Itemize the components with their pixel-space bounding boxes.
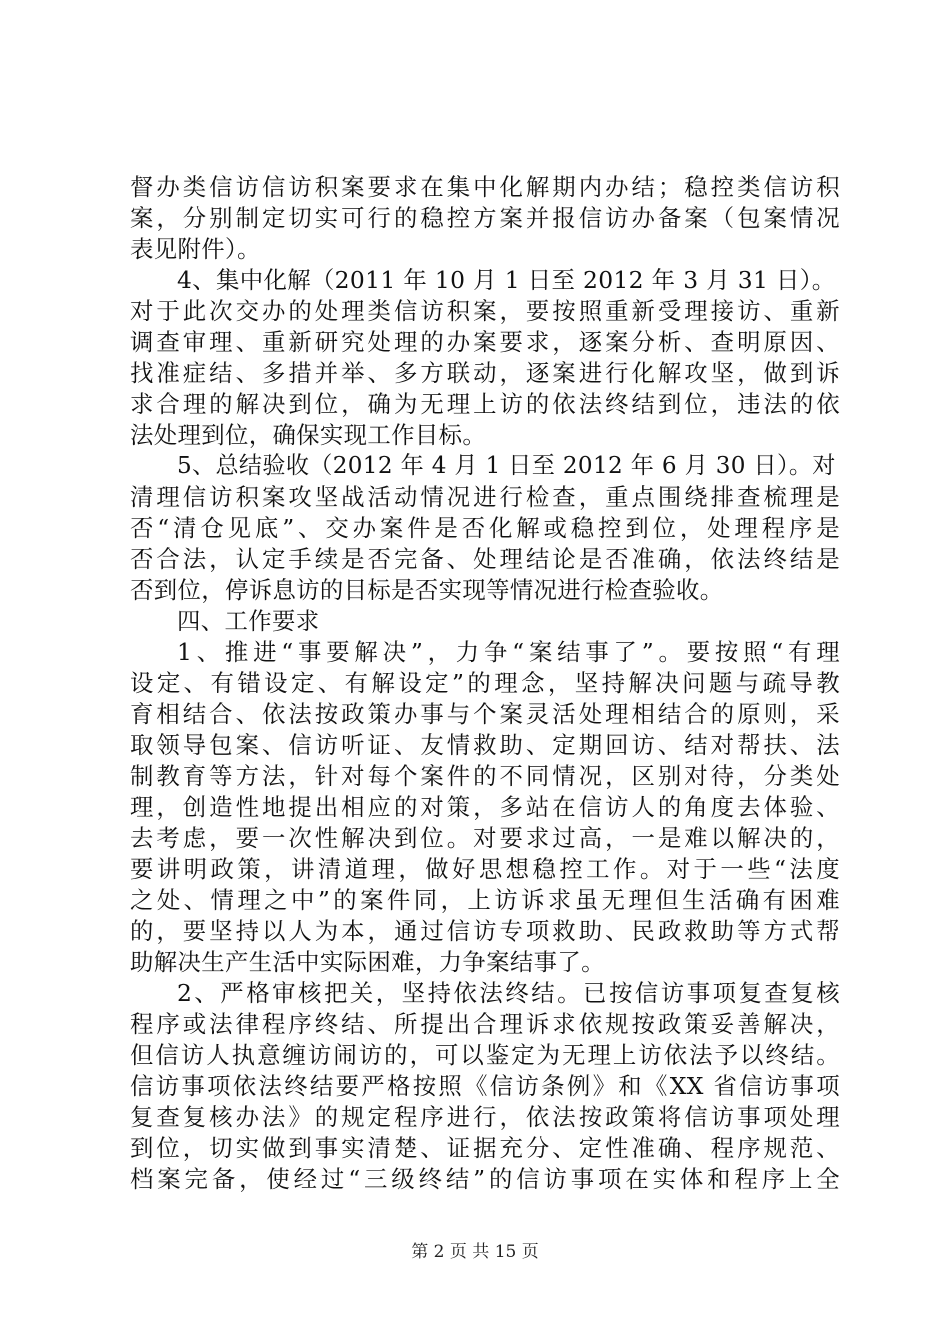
text-line: 程序或法律程序终结、所提出合理诉求依规按政策妥善解决， <box>130 1010 840 1038</box>
text-line: 找准症结、多措并举、多方联动，逐案进行化解攻坚，做到诉 <box>130 359 840 387</box>
text-line: 档案完备，使经过“三级终结”的信访事项在实体和程序上全 <box>130 1165 840 1193</box>
text-line: 否合法，认定手续是否完备、处理结论是否准确，依法终结是 <box>130 545 840 573</box>
text-line: 4、集中化解（2011 年 10 月 1 日至 2012 年 3 月 31 日）。 <box>177 266 836 294</box>
text-line: 求合理的解决到位，确为无理上访的依法终结到位，违法的依 <box>130 390 840 418</box>
text-line: 设定、有错设定、有解设定”的理念，坚持解决问题与疏导教 <box>130 669 840 697</box>
text-line: 2、严格审核把关，坚持依法终结。已按信访事项复查复核 <box>177 979 840 1007</box>
text-line: 四、工作要求 <box>177 607 320 635</box>
text-line: 到位，切实做到事实清楚、证据充分、定性准确、程序规范、 <box>130 1134 840 1162</box>
text-line: 案，分别制定切实可行的稳控方案并报信访办备案（包案情况 <box>130 204 840 232</box>
text-line: 取领导包案、信访听证、友情救助、定期回访、结对帮扶、法 <box>130 731 840 759</box>
page-footer: 第 2 页 共 15 页 <box>411 1242 539 1262</box>
text-line: 育相结合、依法按政策办事与个案灵活处理相结合的原则，采 <box>130 700 840 728</box>
text-line: 制教育等方法，针对每个案件的不同情况，区别对待，分类处 <box>130 762 840 790</box>
text-line: 的，要坚持以人为本，通过信访专项救助、民政救助等方式帮 <box>130 917 840 945</box>
text-line: 清理信访积案攻坚战活动情况进行检查，重点围绕排查梳理是 <box>130 483 840 511</box>
text-line: 但信访人执意缠访闹访的，可以鉴定为无理上访依法予以终结。 <box>130 1041 840 1069</box>
text-line: 信访事项依法终结要严格按照《信访条例》和《XX 省信访事项 <box>130 1072 840 1100</box>
text-line: 法处理到位，确保实现工作目标。 <box>130 421 487 449</box>
text-line: 督办类信访信访积案要求在集中化解期内办结；稳控类信访积 <box>130 173 840 201</box>
text-line: 去考虑，要一次性解决到位。对要求过高，一是难以解决的， <box>130 824 840 852</box>
text-line: 之处、情理之中”的案件同，上访诉求虽无理但生活确有困难 <box>130 886 840 914</box>
text-line: 否“清仓见底”、交办案件是否化解或稳控到位，处理程序是 <box>130 514 840 542</box>
text-line: 对于此次交办的处理类信访积案，要按照重新受理接访、重新 <box>130 297 840 325</box>
text-line: 1、推进“事要解决”，力争“案结事了”。要按照“有理 <box>177 638 840 666</box>
document-body <box>130 172 840 1195</box>
text-line: 助解决生产生活中实际困难，力争案结事了。 <box>130 948 605 976</box>
text-line: 5、总结验收（2012 年 4 月 1 日至 2012 年 6 月 30 日）。对 <box>177 453 836 479</box>
text-line: 调查审理、重新研究处理的办案要求，逐案分析、查明原因、 <box>130 328 840 356</box>
text-line: 表见附件）。 <box>130 235 261 263</box>
text-line: 否到位，停诉息访的目标是否实现等情况进行检查验收。 <box>130 576 724 604</box>
text-line: 复查复核办法》的规定程序进行，依法按政策将信访事项处理 <box>130 1103 840 1131</box>
text-line: 理，创造性地提出相应的对策，多站在信访人的角度去体验、 <box>130 793 840 821</box>
text-line: 要讲明政策，讲清道理，做好思想稳控工作。对于一些“法度 <box>130 855 840 883</box>
